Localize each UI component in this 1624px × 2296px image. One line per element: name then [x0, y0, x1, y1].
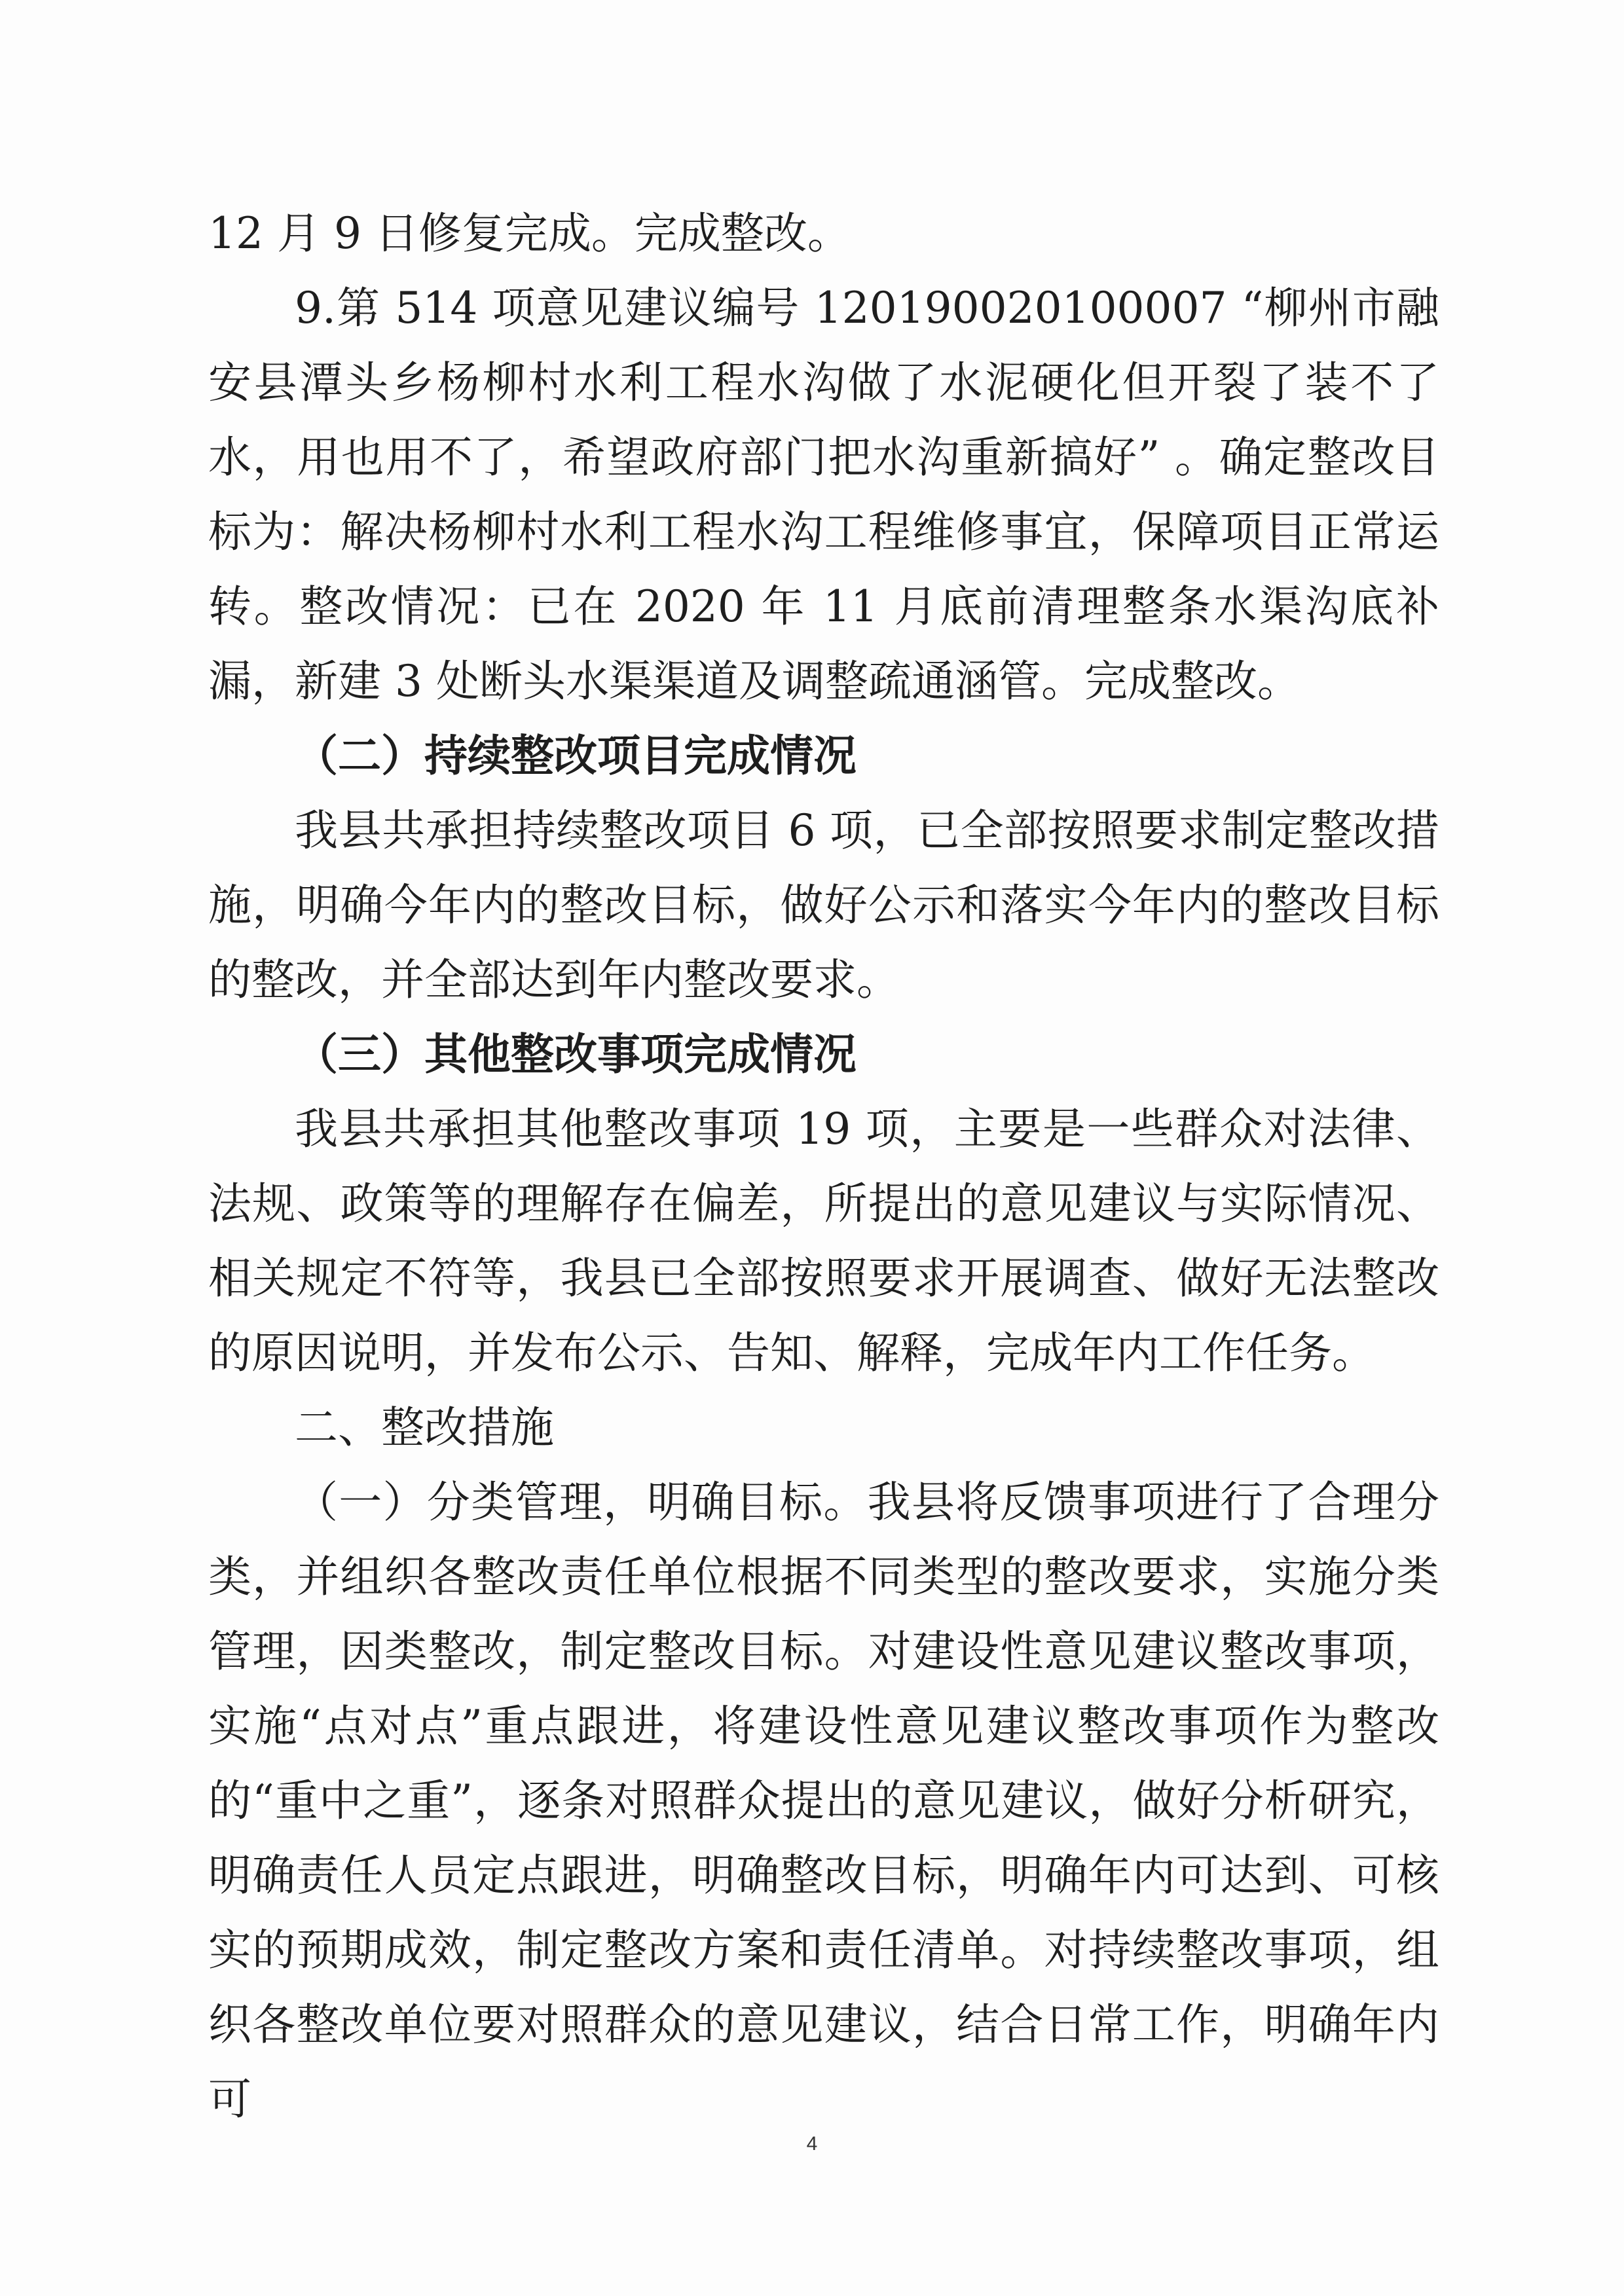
paragraph-continuing-rectification: 我县共承担持续整改项目 6 项，已全部按照要求制定整改措施，明确今年内的整改目标，做好公示和落实今年内的整改目标的整改，并全部达到年内整改要求。 [208, 805, 1439, 1005]
paragraph-other-rectification: 我县共承担其他整改事项 19 项，主要是一些群众对法律、法规、政策等的理解存在偏差，所提出的意见建议与实际情况、相关规定不符等，我县已全部按照要求开展调查、做好无法整改的原因说明，并发布公示、告知、解释，完成年内工作任务。 [208, 1104, 1439, 1378]
subheading-continuing-rectification: （二）持续整改项目完成情况 [295, 731, 857, 781]
document-body [208, 196, 1439, 2137]
section-heading-measures: 二、整改措施 [295, 1402, 554, 1453]
paragraph-item-9: 9.第 514 项意见建议编号 120190020100007 “柳州市融安县潭头乡杨柳村水利工程水沟做了水泥硬化但开裂了装不了水，用也用不了，希望政府部门把水沟重新搞好” 。确定整改目标为：解决杨柳村水利工程水沟工程维修事宜，保障项目正常运转。整改情况：已在 2020 年 11 月底前清理整条水渠沟底补漏，新建 3 处断头水渠渠道及调整疏通涵管。完成整改。 [208, 283, 1439, 706]
paragraph-classified-management: （一）分类管理，明确目标。我县将反馈事项进行了合理分类，并组织各整改责任单位根据不同类型的整改要求，实施分类管理，因类整改，制定整改目标。对建设性意见建议整改事项，实施“点对点”重点跟进，将建设性意见建议整改事项作为整改的“重中之重”，逐条对照群众提出的意见建议，做好分析研究，明确责任人员定点跟进，明确整改目标，明确年内可达到、可核实的预期成效，制定整改方案和责任清单。对持续整改事项，组织各整改单位要对照群众的意见建议，结合日常工作，明确年内可 [208, 1477, 1439, 2124]
page-number: 4 [806, 2133, 818, 2155]
paragraph-continuation: 12 月 9 日修复完成。完成整改。 [208, 208, 851, 259]
subheading-other-rectification: （三）其他整改事项完成情况 [295, 1029, 857, 1080]
